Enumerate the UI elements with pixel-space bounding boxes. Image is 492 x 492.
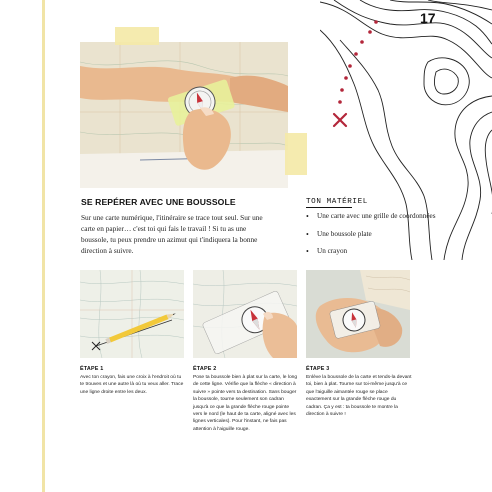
destination-cross-icon (334, 114, 346, 126)
step-1 (80, 366, 186, 396)
step-2 (193, 366, 299, 433)
intro-paragraph: Sur une carte numérique, l'itinéraire se trace tout seul. Sur une carte en papier… c'est toi qui fais le travail ! Si tu as une boussole, tu peux prendre un azimut qui t'indiquera la bonne direction à suivre. (81, 213, 263, 255)
materials-item: • Une boussole plate (306, 230, 436, 240)
tape-strip (115, 27, 159, 45)
step-body: Avec ton crayon, fais une croix à l'endroit où tu te trouves et une autre là où tu veux aller. Trace une ligne droite entre les deux. (80, 375, 184, 395)
materials-title-underline (306, 207, 352, 208)
step-title: ÉTAPE 2 (193, 366, 217, 372)
step-3 (306, 366, 412, 418)
page-edge-bar (42, 0, 45, 492)
section-heading: SE REPÉRER AVEC UNE BOUSSOLE (81, 197, 236, 207)
hero-photo (80, 42, 288, 188)
materials-item: • Un crayon (306, 247, 436, 257)
tape-strip (285, 133, 307, 175)
step-2-photo (193, 270, 297, 358)
page-number: 17 (420, 10, 436, 26)
step-body: Enlève la boussole de la carte et tends-la devant toi, bien à plat. Tourne sur toi-même jusqu'à ce que l'aiguille aimantée rouge se place exactement sur la grande flèche rouge du cadran. Ça y est : ta boussole te montre la direction à suivre ! (306, 375, 412, 418)
step-body: Pose ta boussole bien à plat sur la carte, le long de cette ligne. Vérifie que la flèche « direction à suivre » pointe vers ta destination. Sans bouger la boussole, tourne seulement son cadran jusqu'à ce que la grande flèche rouge pointe vers le nord (le haut de ta carte, aligné avec les lignes verticales). Pour l'instant, ne fais pas attention à l'aiguille rouge. (193, 375, 298, 432)
step-1-photo (80, 270, 184, 358)
step-title: ÉTAPE 3 (306, 366, 330, 372)
step-title: ÉTAPE 1 (80, 366, 104, 372)
materials-title: TON MATÉRIEL (306, 198, 368, 206)
materials-item: • Une carte avec une grille de coordonnées (306, 212, 436, 222)
materials-list (306, 212, 436, 265)
step-3-photo (306, 270, 410, 358)
